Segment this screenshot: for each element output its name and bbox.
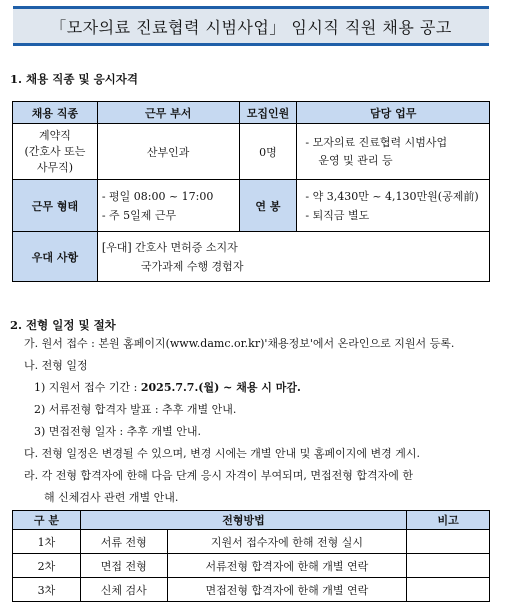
table-row: 3차 신체 검사 면접전형 합격자에 한해 개별 연락 xyxy=(13,578,490,602)
process-table xyxy=(12,510,490,602)
step-b3-interview-date: 3) 면접전형 일자 : 추후 개별 안내. xyxy=(34,425,201,438)
salary-label: 연 봉 xyxy=(239,180,297,232)
work-form-cell: - 평일 08:00 ~ 17:00 - 주 5일제 근무 xyxy=(97,180,239,232)
job-type-cell: 계약직 (간호사 또는 사무직) xyxy=(13,124,98,180)
section2-heading: 2. 전형 일정 및 절차 xyxy=(10,318,116,332)
count-cell: 0명 xyxy=(239,124,297,180)
salary-cell: - 약 3,430만 ~ 4,130만원(공제前) - 퇴직금 별도 xyxy=(297,180,490,232)
preference-cell: [우대] 간호사 면허증 소지자 국가과제 수행 경험자 xyxy=(97,232,489,282)
process-header-method: 전형방법 xyxy=(80,511,406,530)
title-banner xyxy=(13,6,489,46)
step-b1-period: 1) 지원서 접수 기간 : 2025.7.7.(월) ~ 채용 시 마감. xyxy=(34,381,301,394)
process-header-note: 비고 xyxy=(407,511,490,530)
table-row: 1차 서류 전형 지원서 접수자에 한해 전형 실시 xyxy=(13,530,490,554)
step-b2-document-result: 2) 서류전형 합격자 발표 : 추후 개별 안내. xyxy=(34,403,237,416)
table-row: 2차 면접 전형 서류전형 합격자에 한해 개별 연락 xyxy=(13,554,490,578)
step-a-application: 가. 원서 접수 : 본원 홈페이지(www.damc.or.kr)'채용정보'에서 온라인으로 지원서 등록. xyxy=(24,337,455,350)
section1-heading: 1. 채용 직종 및 응시자격 xyxy=(10,72,138,86)
step-c-change-notice: 다. 전형 일정은 변경될 수 있으며, 변경 시에는 개별 안내 및 홈페이지에 변경 게시. xyxy=(24,447,420,460)
process-header-step: 구 분 xyxy=(13,511,81,530)
header-job-type: 채용 직종 xyxy=(13,102,98,124)
step-d-health-check: 해 신체검사 관련 개별 안내. xyxy=(44,491,179,504)
duties-cell: - 모자의료 진료협력 시범사업 운영 및 관리 등 xyxy=(297,124,490,180)
department-cell: 산부인과 xyxy=(97,124,239,180)
preference-label: 우대 사항 xyxy=(13,232,98,282)
job-table xyxy=(12,101,490,282)
header-department: 근무 부서 xyxy=(97,102,239,124)
step-b-schedule: 나. 전형 일정 xyxy=(24,359,88,372)
header-count: 모집인원 xyxy=(239,102,297,124)
work-form-label: 근무 형태 xyxy=(13,180,98,232)
header-duties: 담당 업무 xyxy=(297,102,490,124)
step-d-qualification: 라. 각 전형 합격자에 한해 다음 단계 응시 자격이 부여되며, 면접전형 합격자에 한 xyxy=(24,469,413,482)
page-title: 「모자의료 진료협력 시범사업」 임시직 직원 채용 공고 xyxy=(50,17,452,37)
